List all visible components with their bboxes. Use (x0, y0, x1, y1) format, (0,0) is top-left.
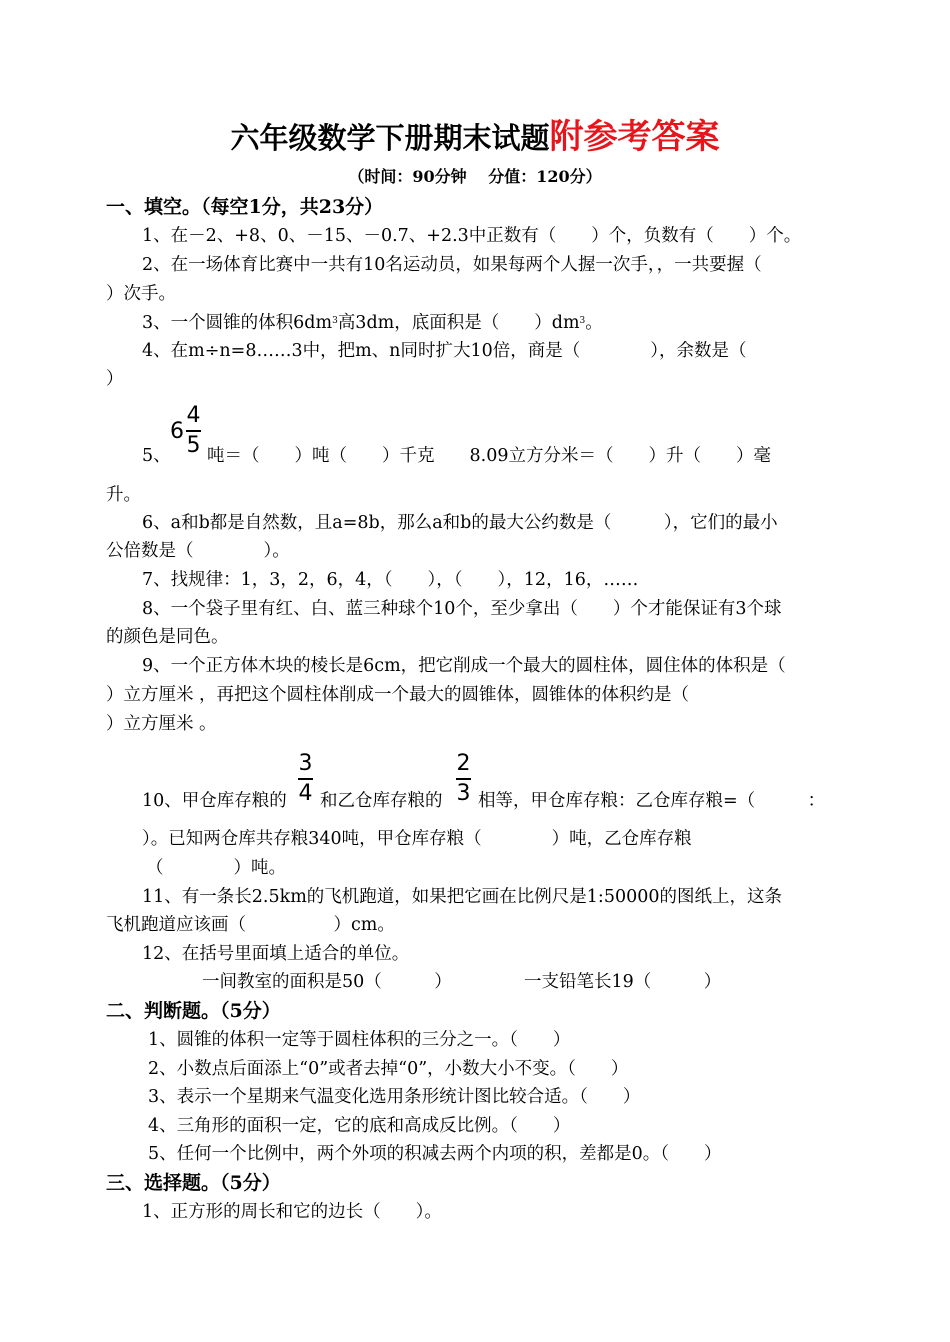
question-1-1: 1、在－2、+8、0、－15、－0.7、+2.3中正数有（ ）个，负数有（ ）个。 (142, 226, 802, 246)
q5-whole-number: 6 (170, 419, 184, 444)
judge-item-2: 2、小数点后面添上“0”或者去掉“0”，小数大小不变。（ ） (148, 1059, 629, 1079)
exam-time-score: （时间：90分钟 分值：120分） (348, 167, 602, 186)
q5-numerator: 4 (186, 403, 201, 428)
question-1-6-line2: 公倍数是（ ）。 (106, 541, 290, 561)
q5-fraction (186, 404, 201, 458)
q10-fraction-2-denominator: 3 (456, 781, 471, 806)
question-1-11-line1: 11、有一条长2.5km的飞机跑道，如果把它画在比例尺是1:50000的图纸上，这条 (142, 887, 782, 907)
judge-item-1: 1、圆锥的体积一定等于圆柱体积的三分之一。（ ） (148, 1030, 571, 1050)
q10-fraction-2 (456, 752, 471, 806)
judge-item-3: 3、表示一个星期来气温变化选用条形统计图比较合适。（ ） (148, 1087, 641, 1107)
q4-text: 4、在m÷n=8……3中，把m、n同时扩大10倍，商是（ ），余数是（ (142, 341, 747, 361)
question-1-5-prefix: 5、 (142, 446, 171, 466)
q5-denominator: 5 (186, 433, 201, 458)
section-heading-fill-in: 一、填空。（每空1分，共23分） (106, 196, 384, 218)
question-1-10-text-a: 10、甲仓库存粮的 (142, 791, 287, 811)
q10-fraction-1-numerator: 3 (298, 751, 313, 776)
judge-item-5: 5、任何一个比例中，两个外项的积减去两个内项的积，差都是0。（ ） (148, 1144, 722, 1164)
q5-fraction-bar (186, 430, 201, 432)
question-1-4-line2: ） (106, 369, 124, 389)
question-1-8-line2: 的颜色是同色。 (106, 627, 229, 647)
question-1-2-line2: ）次手。 (106, 284, 176, 304)
question-1-10-text-c: 相等，甲仓库存粮：乙仓库存粮=（ ： (478, 791, 826, 811)
choice-question-1: 1、正方形的周长和它的边长（ ）。 (142, 1202, 442, 1222)
judge-item-4: 4、三角形的面积一定，它的底和高成反比例。（ ） (148, 1116, 571, 1136)
q10-fraction-2-bar (456, 778, 471, 780)
section-heading-multiple-choice: 三、选择题。（5分） (106, 1172, 281, 1194)
q3-text-b: 高3dm，底面积是（ ）dm (337, 313, 580, 333)
question-1-9-line2: ）立方厘米 ，再把这个圆柱体削成一个最大的圆锥体，圆锥体的体积约是（ (106, 685, 690, 705)
question-1-12-a: 一间教室的面积是50（ ） (202, 972, 452, 992)
question-1-5-text: 吨＝（ ）吨（ ）千克 8.09立方分米＝（ ）升（ ）毫 (207, 446, 771, 466)
q3-superscript: 3 (332, 316, 338, 326)
title-highlight: 附参考答案 (549, 117, 720, 157)
q10-fraction-1-denominator: 4 (298, 781, 313, 806)
q3-text-a: 3、一个圆锥的体积6dm (142, 313, 333, 333)
q10-text-d: ）。已知两仓库共存粮340吨，甲仓库存粮（ ）吨，乙仓库存粮 (142, 829, 692, 849)
question-1-11-line2: 飞机跑道应该画（ ）cm。 (106, 915, 395, 935)
question-1-10-line3: （ ）吨。 (146, 858, 286, 878)
q10-fraction-2-numerator: 2 (456, 751, 471, 776)
question-1-10-line2 (142, 827, 844, 851)
question-1-2-line1: 2、在一场体育比赛中一共有10名运动员，如果每两个人握一次手，，一共要握（ (142, 255, 762, 275)
q10-fraction-1 (298, 752, 313, 806)
question-1-9-line3: ）立方厘米 。 (106, 714, 217, 734)
question-1-12-b: 一支铅笔长19（ ） (524, 972, 722, 992)
q10-fraction-1-bar (298, 778, 313, 780)
question-1-9-line1: 9、一个正方体木块的棱长是6cm，把它削成一个最大的圆柱体，圆住体的体积是（ (142, 656, 786, 676)
page-title (0, 117, 950, 158)
question-1-10-text-b: 和乙仓库存粮的 (320, 791, 443, 811)
q3-superscript-2: 3 (579, 316, 586, 326)
question-1-3 (142, 311, 603, 335)
question-1-7: 7、找规律：1，3，2，6，4，（ ），（ ），12，16，…… (142, 570, 639, 590)
question-1-4-line1 (142, 339, 844, 363)
question-1-6-line1: 6、a和b都是自然数，且a=8b，那么a和b的最大公约数是（ ），它们的最小 (142, 513, 778, 533)
question-1-8-line1: 8、一个袋子里有红、白、蓝三种球个10个，至少拿出（ ）个才能保证有3个球 (142, 599, 782, 619)
section-heading-true-false: 二、判断题。（5分） (106, 1000, 281, 1022)
q3-text-c: 。 (585, 313, 603, 333)
question-1-12: 12、在括号里面填上适合的单位。 (142, 944, 410, 964)
title-main: 六年级数学下册期末试题 (230, 121, 550, 155)
question-1-5-line2: 升。 (106, 485, 141, 505)
